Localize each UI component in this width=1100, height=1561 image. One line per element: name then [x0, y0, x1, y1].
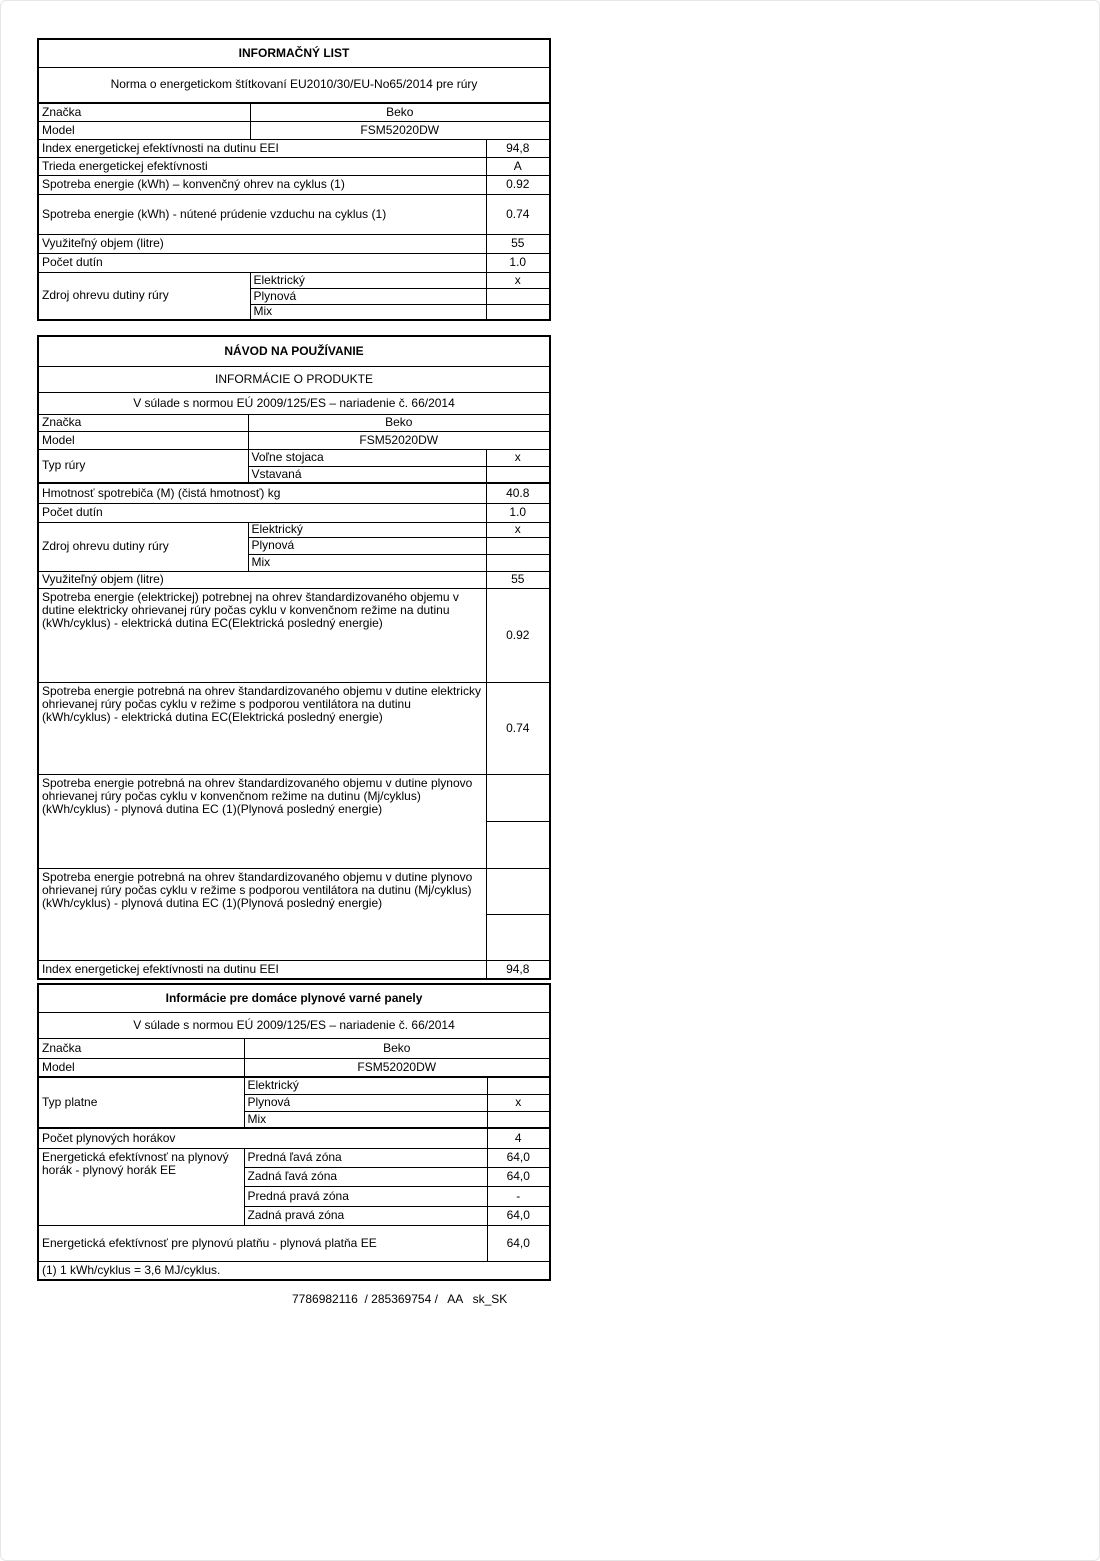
- heat-source-option: Elektrický: [250, 272, 486, 288]
- oven-type-option: Voľne stojaca: [248, 449, 486, 466]
- plate-efficiency-label: Energetická efektívnosť pre plynovú platňu - plynová platňa EE: [38, 1225, 487, 1261]
- gas-conventional-value-kwh: [486, 821, 550, 868]
- mass-value: 40.8: [486, 483, 550, 503]
- heat-source-option: Mix: [250, 304, 486, 320]
- heat-source-label: Zdroj ohrevu dutiny rúry: [38, 522, 248, 571]
- heat-source-mark: x: [486, 522, 550, 537]
- zone-value: -: [487, 1186, 550, 1206]
- electric-conventional-label: Spotreba energie (elektrickej) potrebnej na ohrev štandardizovaného objemu v dutine elektricky ohrievanej rúry počas cyklu v konvenčnom režime na dutinu (kWh/cyklus) - elektrická dutina EC(Elektrická posledný energie): [38, 588, 486, 682]
- brand-label: Značka: [38, 1038, 244, 1058]
- oven-type-label: Typ rúry: [38, 449, 248, 483]
- model-value: FSM52020DW: [250, 121, 550, 139]
- heat-source-option: Elektrický: [248, 522, 486, 537]
- gas-hob-table: [37, 983, 551, 1281]
- hob-norm: V súlade s normou EÚ 2009/125/ES – nariadenie č. 66/2014: [38, 1012, 550, 1038]
- oven-type-mark: [486, 466, 550, 483]
- conventional-consumption-value: 0.92: [486, 175, 550, 194]
- burner-efficiency-label: Energetická efektívnosť na plynový horák - plynový horák EE: [38, 1148, 244, 1225]
- oven-type-option: Vstavaná: [248, 466, 486, 483]
- model-value: FSM52020DW: [244, 1058, 550, 1077]
- zone-label: Zadná pravá zóna: [244, 1206, 487, 1225]
- sheet-norm: Norma o energetickom štítkovaní EU2010/30/EU-No65/2014 pre rúry: [38, 67, 550, 103]
- plate-type-option: Elektrický: [244, 1077, 487, 1094]
- gas-conventional-label: Spotreba energie potrebná na ohrev štandardizovaného objemu v dutine plynovo ohrievanej rúry počas cyklu v konvenčnom režime na dutinu (Mj/cyklus) (kWh/cyklus) - plynová dutina EC (1)(Plynová posledný energie): [38, 774, 486, 868]
- heat-source-mark: [486, 304, 550, 320]
- eei-label: Index energetickej efektívnosti na dutinu EEI: [38, 139, 486, 157]
- manual-subtitle: INFORMÁCIE O PRODUKTE: [38, 366, 550, 392]
- cavities-value: 1.0: [486, 253, 550, 272]
- model-label: Model: [38, 1058, 244, 1077]
- conventional-consumption-label: Spotreba energie (kWh) – konvenčný ohrev na cyklus (1): [38, 175, 486, 194]
- cavities-label: Počet dutín: [38, 503, 486, 522]
- plate-efficiency-value: 64,0: [487, 1225, 550, 1261]
- model-label: Model: [38, 431, 248, 449]
- heat-source-mark: [486, 537, 550, 554]
- brand-label: Značka: [38, 414, 248, 431]
- sheet-title: INFORMAČNÝ LIST: [38, 39, 550, 67]
- plate-type-label: Typ platne: [38, 1077, 244, 1128]
- heat-source-mark: [486, 288, 550, 304]
- energy-class-label: Trieda energetickej efektívnosti: [38, 157, 486, 175]
- zone-value: 64,0: [487, 1206, 550, 1225]
- cavities-label: Počet dutín: [38, 253, 486, 272]
- zone-value: 64,0: [487, 1167, 550, 1186]
- model-label: Model: [38, 121, 250, 139]
- gas-fan-value-kwh: [486, 914, 550, 960]
- heat-source-mark: x: [486, 272, 550, 288]
- user-manual-table: [37, 335, 551, 980]
- hob-title: Informácie pre domáce plynové varné panely: [38, 984, 550, 1012]
- manual-title: NÁVOD NA POUŽÍVANIE: [38, 336, 550, 366]
- electric-fan-label: Spotreba energie potrebná na ohrev štandardizovaného objemu v dutine elektricky ohrievanej rúry počas cyklu v režime s podporou ventilátora na dutinu (kWh/cyklus) - elektrická dutina EC(Elektrická posledný energie): [38, 682, 486, 774]
- plate-type-mark: x: [487, 1094, 550, 1111]
- heat-source-option: Mix: [248, 554, 486, 571]
- eei-value: 94,8: [486, 139, 550, 157]
- oven-type-mark: x: [486, 449, 550, 466]
- footnote: (1) 1 kWh/cyklus = 3,6 MJ/cyklus.: [38, 1261, 550, 1280]
- burners-value: 4: [487, 1128, 550, 1148]
- brand-label: Značka: [38, 103, 250, 121]
- brand-value: Beko: [250, 103, 550, 121]
- zone-value: 64,0: [487, 1148, 550, 1167]
- cavities-value: 1.0: [486, 503, 550, 522]
- heat-source-mark: [486, 554, 550, 571]
- heat-source-option: Plynová: [248, 537, 486, 554]
- gas-fan-value-mj: [486, 868, 550, 914]
- manual-norm: V súlade s normou EÚ 2009/125/ES – nariadenie č. 66/2014: [38, 392, 550, 414]
- energy-class-value: A: [486, 157, 550, 175]
- document-code: 7786982116 / 285369754 / AA sk_SK: [292, 1292, 508, 1306]
- mass-label: Hmotnosť spotrebiča (M) (čistá hmotnosť) kg: [38, 483, 486, 503]
- heat-source-label: Zdroj ohrevu dutiny rúry: [38, 272, 250, 320]
- electric-conventional-value: 0.92: [486, 588, 550, 682]
- plate-type-option: Mix: [244, 1111, 487, 1128]
- volume-label: Využiteľný objem (litre): [38, 234, 486, 253]
- volume-value: 55: [486, 234, 550, 253]
- model-value: FSM52020DW: [248, 431, 550, 449]
- fan-consumption-label: Spotreba energie (kWh) - nútené prúdenie vzduchu na cyklus (1): [38, 194, 486, 234]
- zone-label: Predná ľavá zóna: [244, 1148, 487, 1167]
- brand-value: Beko: [248, 414, 550, 431]
- information-sheet-table: [37, 38, 551, 321]
- burners-label: Počet plynových horákov: [38, 1128, 487, 1148]
- brand-value: Beko: [244, 1038, 550, 1058]
- eei-value: 94,8: [486, 960, 550, 979]
- eei-label: Index energetickej efektívnosti na dutinu EEI: [38, 960, 486, 979]
- volume-value: 55: [486, 571, 550, 588]
- plate-type-mark: [487, 1077, 550, 1094]
- electric-fan-value: 0.74: [486, 682, 550, 774]
- fan-consumption-value: 0.74: [486, 194, 550, 234]
- zone-label: Zadná ľavá zóna: [244, 1167, 487, 1186]
- volume-label: Využiteľný objem (litre): [38, 571, 486, 588]
- gas-conventional-value-mj: [486, 774, 550, 821]
- gas-fan-label: Spotreba energie potrebná na ohrev štandardizovaného objemu v dutine plynovo ohrievanej rúry počas cyklu v režime s podporou ventilátora na dutinu (Mj/cyklus) (kWh/cyklus) - plynová dutina EC (1)(Plynová posledný energie): [38, 868, 486, 960]
- plate-type-option: Plynová: [244, 1094, 487, 1111]
- heat-source-option: Plynová: [250, 288, 486, 304]
- zone-label: Predná pravá zóna: [244, 1186, 487, 1206]
- plate-type-mark: [487, 1111, 550, 1128]
